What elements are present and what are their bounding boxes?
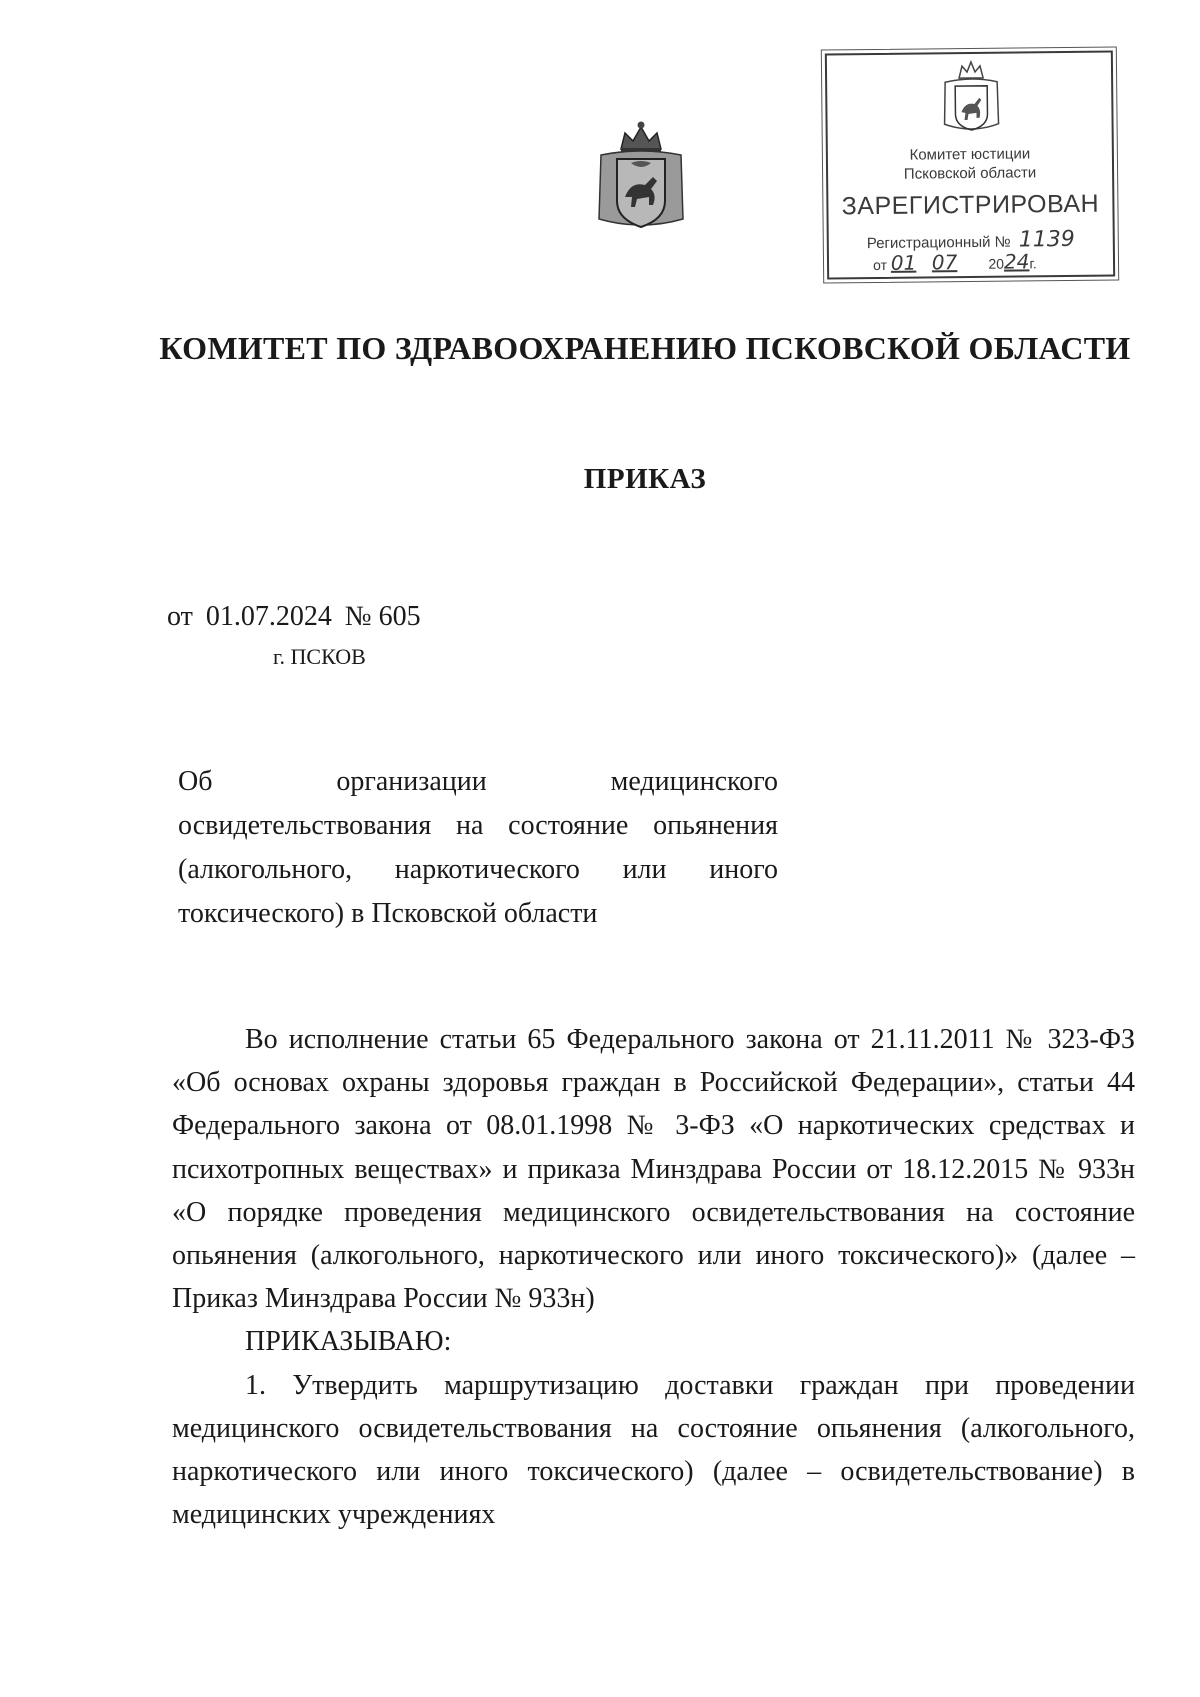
stamp-date-year-prefix: 20 xyxy=(988,255,1005,272)
order-number: № 605 xyxy=(344,601,421,632)
stamp-date xyxy=(873,249,1037,275)
preamble-paragraph: Во исполнение статьи 65 Федерального закона от 21.11.2011 № 323-ФЗ «Об основах охраны здоровья граждан в Российской Федерации», статьи 44 Федерального закона от 08.01.1998 № 3-ФЗ «О наркотических средствах и психотропных веществах» и приказа Минздрава России от 18.12.2015 № 933н «О порядке проведения медицинского освидетельствования на состояние опьянения (алкогольного, наркотического или иного токсического)» (далее – Приказ Минздрава России № 933н) xyxy=(172,1024,1135,1315)
document-type-title: ПРИКАЗ xyxy=(583,463,707,495)
stamp-status: ЗАРЕГИСТРИРОВАН xyxy=(841,189,1100,221)
stamp-date-prefix: от xyxy=(872,256,888,274)
coat-of-arms-emblem xyxy=(591,119,691,239)
registration-stamp xyxy=(825,50,1115,279)
order-date-number-line xyxy=(167,601,427,633)
order-subject: Об организации медицинского освидетельствования на состояние опьянения (алкогольного, наркотического или иного токсического) в Псковской области xyxy=(178,766,778,929)
stamp-org-line-1: Комитет юстиции xyxy=(909,145,1031,164)
stamp-date-year-suffix: 24 xyxy=(1003,249,1030,274)
stamp-date-day: 01 xyxy=(890,250,917,275)
stamp-coat-of-arms-icon xyxy=(939,60,1004,139)
order-date-prefix: от xyxy=(167,601,193,632)
stamp-reg-number: 1139 xyxy=(1018,226,1075,253)
order-city: г. ПСКОВ xyxy=(273,644,366,669)
stamp-org-line-2: Псковской области xyxy=(903,164,1037,183)
order-date: 01.07.2024 xyxy=(205,601,332,632)
stamp-date-suffix: г. xyxy=(1029,255,1037,272)
order-body xyxy=(172,1018,1135,1536)
stamp-date-month: 07 xyxy=(931,250,958,275)
stamp-reg-label: Регистрационный № xyxy=(866,233,1011,253)
directive-heading: ПРИКАЗЫВАЮ: xyxy=(245,1326,452,1358)
organization-title: КОМИТЕТ ПО ЗДРАВООХРАНЕНИЮ ПСКОВСКОЙ ОБЛАСТИ xyxy=(159,330,1131,366)
item-1-paragraph: 1. Утвердить маршрутизацию доставки граждан при проведении медицинского освидетельствования на состояние опьянения (алкогольного, наркотического или иного токсического) (далее – освидетельствование) в медицинских учреждениях xyxy=(172,1369,1135,1531)
